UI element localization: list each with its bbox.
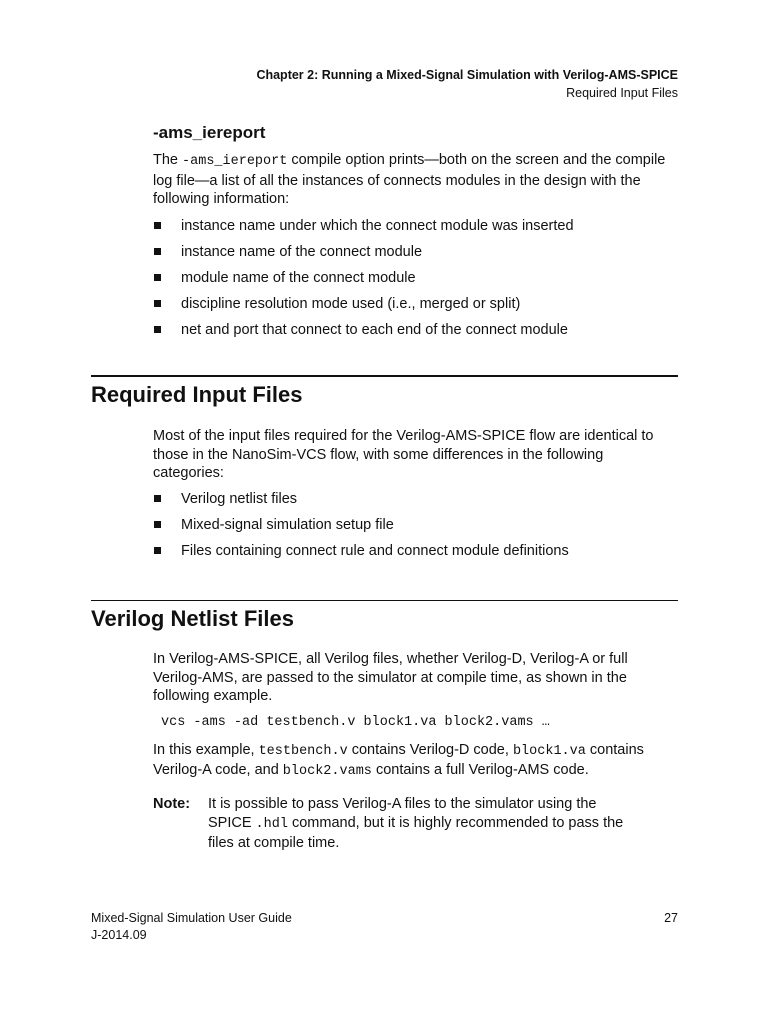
- page-number: 27: [664, 911, 678, 925]
- example-explanation: In this example, testbench.v contains Verilog-D code, block1.va contains Verilog-A code, and block2.vams contains a full Verilog-AMS code.: [153, 741, 644, 779]
- inline-code: block1.va: [512, 743, 586, 759]
- note-label: Note:: [153, 796, 191, 812]
- required-input-files-intro: Most of the input files required for the Verilog-AMS-SPICE flow are identical to those in the NanoSim-VCS flow, with some differences in the following categories:: [153, 428, 654, 481]
- bullet-square-icon: [154, 300, 161, 307]
- bullet-square-icon: [154, 326, 161, 333]
- required-input-files-section: [153, 427, 678, 568]
- list-item: discipline resolution mode used (i.e., merged or split): [153, 295, 678, 321]
- inline-code: -ams_iereport: [182, 154, 288, 169]
- page-footer: [91, 910, 678, 943]
- bullet-square-icon: [154, 222, 161, 229]
- code-example: vcs -ams -ad testbench.v block1.va block2.vams …: [161, 714, 550, 730]
- note-block: [153, 795, 633, 853]
- running-header-chapter: Chapter 2: Running a Mixed-Signal Simulation with Verilog-AMS-SPICE: [256, 68, 678, 82]
- running-header: [256, 66, 678, 102]
- list-item: instance name of the connect module: [153, 243, 678, 269]
- list-item: Files containing connect rule and connect module definitions: [153, 542, 678, 568]
- bullet-square-icon: [154, 521, 161, 528]
- list-item: net and port that connect to each end of the connect module: [153, 321, 678, 347]
- section-divider: [91, 600, 678, 601]
- verilog-netlist-files-heading: Verilog Netlist Files: [91, 606, 294, 631]
- verilog-netlist-files-section: [153, 650, 678, 782]
- verilog-netlist-files-intro: In Verilog-AMS-SPICE, all Verilog files, whether Verilog-D, Verilog-A or full Verilog-AMS, are passed to the simulator at compile time, as shown in the following example.: [153, 651, 628, 704]
- ams-iereport-bullet-list: [153, 217, 678, 347]
- list-item: Mixed-signal simulation setup file: [153, 516, 678, 542]
- list-item: module name of the connect module: [153, 269, 678, 295]
- ams-iereport-heading: -ams_iereport: [153, 123, 266, 142]
- bullet-square-icon: [154, 495, 161, 502]
- ams-iereport-intro: The -ams_iereport compile option prints—both on the screen and the compile log file—a list of all the instances of connects modules in the design with the following information:: [153, 152, 666, 207]
- list-item: instance name under which the connect module was inserted: [153, 217, 678, 243]
- list-item: Verilog netlist files: [153, 490, 678, 516]
- bullet-square-icon: [154, 547, 161, 554]
- inline-code: .hdl: [255, 816, 288, 832]
- footer-version: J-2014.09: [91, 927, 147, 942]
- required-input-files-heading: Required Input Files: [91, 382, 303, 407]
- bullet-square-icon: [154, 248, 161, 255]
- ams-iereport-section: [153, 151, 678, 347]
- running-header-section: Required Input Files: [566, 86, 678, 100]
- section-divider: [91, 375, 678, 377]
- required-input-files-bullet-list: [153, 490, 678, 568]
- bullet-square-icon: [154, 274, 161, 281]
- inline-code: testbench.v: [258, 743, 348, 759]
- inline-code: block2.vams: [282, 764, 372, 779]
- note-text: It is possible to pass Verilog-A files to the simulator using the SPICE .hdl command, but it is highly recommended to pass the files at compile time.: [208, 796, 624, 851]
- footer-guide-title: Mixed-Signal Simulation User Guide: [91, 911, 292, 925]
